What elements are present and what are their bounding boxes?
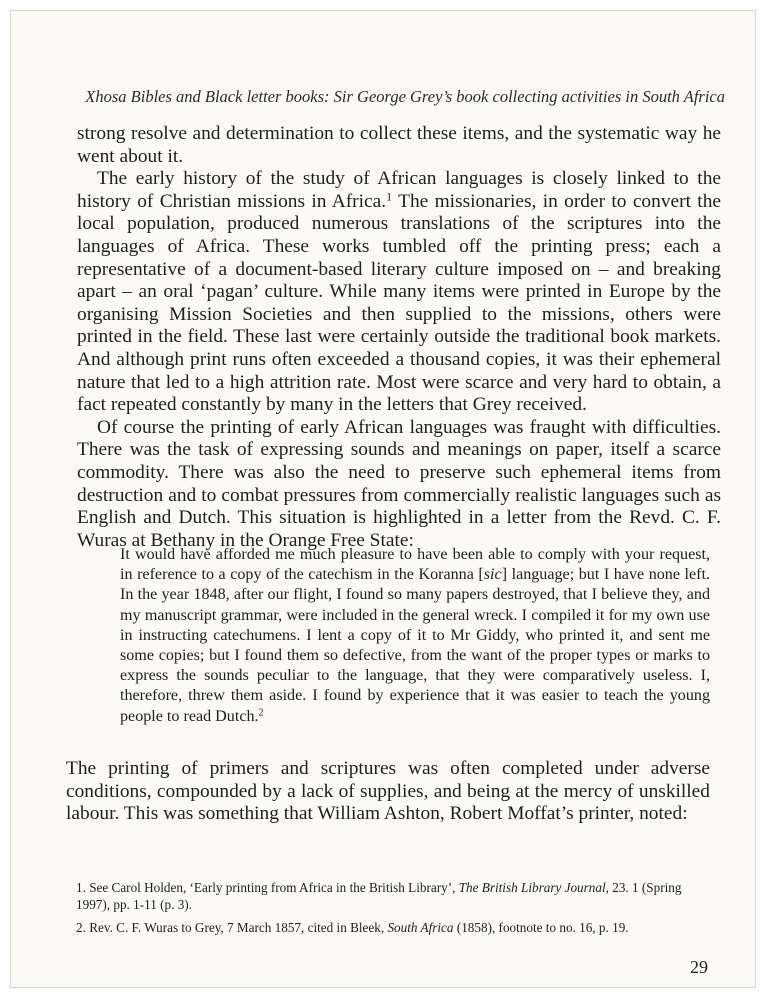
paragraph bbox=[77, 168, 721, 417]
paragraph: strong resolve and determination to collect these items, and the systematic way he went about it. bbox=[77, 123, 721, 167]
paragraph-text: The missionaries, in order to convert the local population, produced numerous translations of the scriptures into the languages of Africa. These works tumbled off the printing press; each a representative of a document-based literary culture imposed on – and breaking apart – an oral ‘pagan’ culture. While many items were printed in Europe by the organising Mission Societies and then supplied to the missions, others were printed in the field. These last were certainly outside the traditional book markets. And although print runs often exceeded a thousand copies, it was their ephemeral nature that led to a high attrition rate. Most were scarce and very hard to obtain, a fact repeated constantly by many in the letters that Grey received. bbox=[77, 190, 721, 416]
footnote-title: The British Library Journal bbox=[458, 880, 606, 895]
footnote-text: (1858), footnote to no. 16, p. 19. bbox=[453, 920, 629, 935]
footnotes bbox=[76, 879, 716, 942]
page-frame bbox=[11, 11, 755, 987]
footnote-marker[interactable]: 2 bbox=[258, 707, 264, 719]
quote-text: ] language; but I have none left. In the year 1848, after our flight, I found so many papers destroyed, that I believe they, and my manuscript grammar, were included in the general wreck. I compiled it for my own use in instructing catechumens. I lent a copy of it to Mr Giddy, who printed it, and sent me some copies; but I found them so defective, from the want of the proper types or marks to express the sounds peculiar to the language, that they were comparatively useless. I, therefore, threw them aside. I found by experience that it was easier to teach the young people to read Dutch. bbox=[120, 566, 711, 725]
quote-text: It would have afforded me much pleasure to have been able to comply with your request, in reference to a copy of the catechism in the Koranna [ bbox=[120, 546, 710, 584]
footnote-text: 2. Rev. C. F. Wuras to Grey, 7 March 1857, cited in Bleek, bbox=[76, 920, 388, 935]
footnote bbox=[76, 879, 716, 913]
paragraph: Of course the printing of early African languages was fraught with difficulties. There was the task of expressing sounds and meanings on paper, itself a scarce commodity. There was also the need to preserve such ephemeral items from destruction and to combat pressures from commercially realistic languages such as English and Dutch. This situation is highlighted in a letter from the Revd. C. F. Wuras at Bethany in the Orange Free State: bbox=[77, 416, 721, 551]
paragraph: The printing of primers and scriptures was often completed under adverse conditions, compounded by a lack of supplies, and being at the mercy of unskilled labour. This was something that William Ashton, Robert Moffat’s printer, noted: bbox=[66, 758, 710, 825]
quote-sic: sic bbox=[483, 566, 502, 584]
body-text bbox=[77, 123, 721, 552]
body-text-continued bbox=[66, 758, 710, 826]
footnote-title: South Africa bbox=[387, 920, 454, 935]
page-number: 29 bbox=[690, 957, 708, 977]
block-quote bbox=[120, 545, 710, 727]
footnote-text: 1. See Carol Holden, ‘Early printing from Africa in the British Library’, bbox=[76, 880, 459, 895]
footnote-text: , 23. 1 (Spring 1997), pp. 1-11 (p. 3). bbox=[76, 880, 682, 912]
running-head: Xhosa Bibles and Black letter books: Sir George Grey’s book collecting activities in South Africa bbox=[85, 87, 725, 106]
footnote-marker[interactable]: 1 bbox=[386, 189, 393, 204]
paragraph-text: The early history of the study of African languages is closely linked to the history of Christian missions in Africa. bbox=[77, 168, 721, 212]
footnote bbox=[76, 919, 716, 936]
